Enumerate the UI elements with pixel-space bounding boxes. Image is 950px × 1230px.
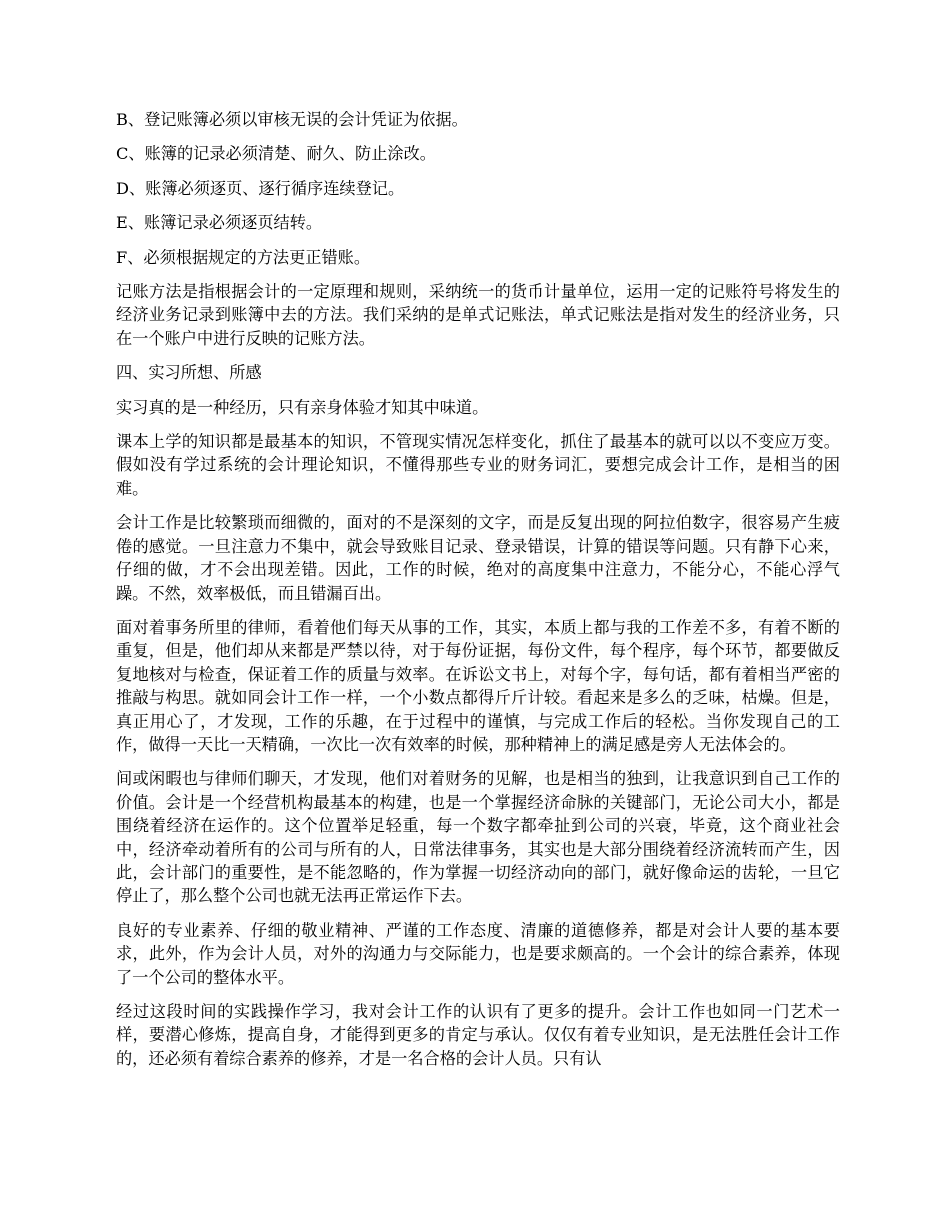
paragraph-professional-quality: 良好的专业素养、仔细的敬业精神、严谨的工作态度、清廉的道德修养，都是对会计人要的基本要求，此外，作为会计人员，对外的沟通力与交际能力，也是要求颇高的。一个会计的综合素养，体现了一个公司的整体水平。 <box>116 920 840 987</box>
paragraph-textbook-knowledge: 课本上学的知识都是最基本的知识，不管现实情况怎样变化，抓住了最基本的就可以以不变应万变。假如没有学过系统的会计理论知识，不懂得那些专业的财务词汇，要想完成会计工作，是相当的困难。 <box>116 432 840 498</box>
list-item-e: E、账簿记录必须逐页结转。 <box>116 213 323 233</box>
paragraph-experience: 实习真的是一种经历，只有亲身体验才知其中味道。 <box>116 397 489 417</box>
paragraph-value-of-work: 间或闲暇也与律师们聊天，才发现，他们对着财务的见解，也是相当的独到，让我意识到自己工作的价值。会计是一个经营机构最基本的构建，也是一个掌握经济命脉的关键部门，无论公司大小，都是围绕着经济在运作的。这个位置举足轻重，每一个数字都牵扯到公司的兴衰，毕竟，这个商业社会中，经济牵动着所有的公司与所有的人，日常法律事务，其实也是大部分围绕着经济流转而产生，因此，会计部门的重要性，是不能忽略的，作为掌握一切经济动向的部门，就好像命运的齿轮，一旦它停止了，那么整个公司也就无法再正常运作下去。 <box>116 769 840 906</box>
section-heading: 四、实习所想、所感 <box>116 363 262 383</box>
list-item-f: F、必须根据规定的方法更正错账。 <box>116 247 371 267</box>
paragraph-lawyers: 面对着事务所里的律师，看着他们每天从事的工作，其实，本质上都与我的工作差不多，有着不断的重复，但是，他们却从来都是严禁以待，对于每份证据，每份文件，每个程序，每个环节，都要做反复地核对与检查，保证着工作的质量与效率。在诉讼文书上，对每个字，每句话，都有着相当严密的推敲与构思。就如同会计工作一样，一个小数点都得斤斤计较。看起来是多么的乏味，枯燥。但是，真正用心了，才发现，工作的乐趣，在于过程中的谨慎，与完成工作后的轻松。当你发现自己的工作，做得一天比一天精确，一次比一次有效率的时候，那种精神上的满足感是旁人无法体会的。 <box>116 617 840 754</box>
paragraph-accounting-work: 会计工作是比较繁琐而细微的，面对的不是深刻的文字，而是反复出现的阿拉伯数字，很容易产生疲倦的感觉。一旦注意力不集中，就会导致账目记录、登录错误，计算的错误等问题。只有静下心来，仔细的做，才不会出现差错。因此，工作的时候，绝对的高度集中注意力，不能分心，不能心浮气躁。不然，效率极低，而且错漏百出。 <box>116 513 840 603</box>
list-item-b: B、登记账簿必须以审核无误的会计凭证为依据。 <box>116 110 468 129</box>
list-item-c: C、账簿的记录必须清楚、耐久、防止涂改。 <box>116 144 436 164</box>
document-body <box>116 108 840 1081</box>
paragraph-bookkeeping-method: 记账方法是指根据会计的一定原理和规则，采纳统一的货币计量单位，运用一定的记账符号将发生的经济业务记录到账簿中去的方法。我们采纳的是单式记账法，单式记账法是指对发生的经济业务，只在一个账户中进行反映的记账方法。 <box>116 282 840 348</box>
paragraph-conclusion: 经过这段时间的实践操作学习，我对会计工作的认识有了更多的提升。会计工作也如同一门艺术一样，要潜心修炼，提高自身，才能得到更多的肯定与承认。仅仅有着专业知识，是无法胜任会计工作的，还必须有着综合素养的修养，才是一名合格的会计人员。只有认 <box>116 1002 840 1068</box>
list-item-d: D、账簿必须逐页、逐行循序连续登记。 <box>116 178 405 198</box>
